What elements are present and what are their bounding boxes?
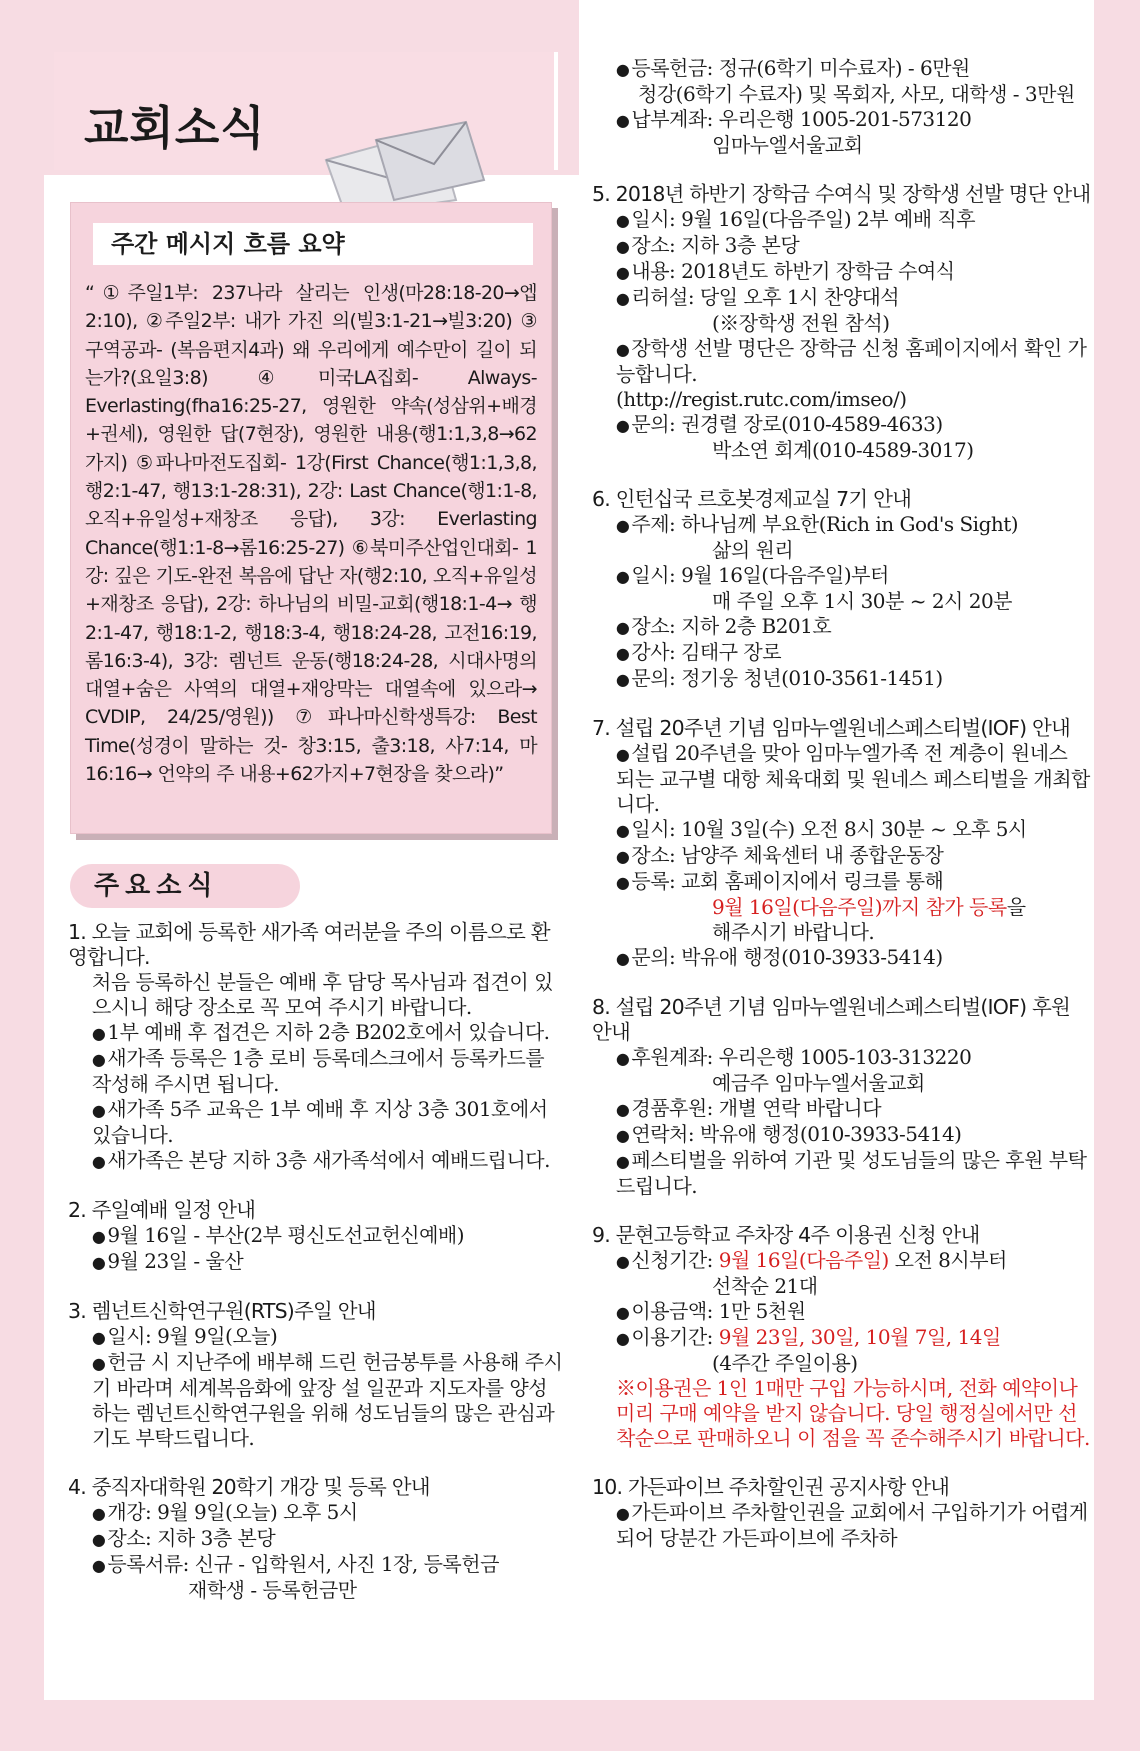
news-item-4-continued <box>592 56 1092 158</box>
news-title: 4. 중직자대학원 20학기 개강 및 등록 안내 <box>68 1475 430 1499</box>
bullet: ● 일시: 9월 9일(오늘) <box>68 1324 563 1350</box>
bullet-continuation: 예금주 임마누엘서울교회 <box>712 1071 925 1095</box>
bullet: ● 강사: 김태구 장로 <box>592 640 1092 666</box>
right-column <box>592 56 1092 1575</box>
text-head: 신청기간: <box>631 1248 719 1272</box>
news-title: 8. 설립 20주년 기념 임마누엘원네스페스티벌(IOF) 후원 안내 <box>592 995 1071 1044</box>
bullet: ● 장학생 선발 명단은 장학금 신청 홈페이지에서 확인 가능합니다. <box>592 336 1092 387</box>
text-tail: 을 <box>1006 895 1026 919</box>
bullet-continuation: 박소연 회계(010-4589-3017) <box>712 438 974 462</box>
news-title: 3. 렘넌트신학연구원(RTS)주일 안내 <box>68 1299 376 1323</box>
bullet: ● 일시: 9월 16일(다음주일)부터 <box>592 563 1092 589</box>
page-title: 교회소식 <box>84 101 266 155</box>
bullet-continuation: 재학생 - 등록헌금만 <box>188 1578 357 1602</box>
bullet-continuation: (4주간 주일이용) <box>712 1351 858 1375</box>
highlight-text: 9월 23일, 30일, 10월 7일, 14일 <box>718 1325 1001 1349</box>
bullet: ● 새가족 등록은 1층 로비 등록데스크에서 등록카드를 작성해 주시면 됩니다. <box>68 1046 563 1097</box>
bullet: ● 페스티벌을 위하여 기관 및 성도님들의 많은 후원 부탁드립니다. <box>592 1148 1092 1199</box>
bullet: ● 등록: 교회 홈페이지에서 링크를 통해 <box>592 869 1092 895</box>
summary-text: “①주일1부: 237나라 살리는 인생(마28:18-20→엡2:10), ②주일2부: 내가 가진 의(빌3:1-21→빌3:20) ③구역공과- (복음편지4과) 왜 우리에게 예수만이 길이 되는가?(요일3:8) ④미국LA집회- Always-Everlasting(fha16:25-27, 영원한 약속(성삼위+배경+권세), 영원한 답(7현장), 영원한 내용(행1:1,3,8→62가지) ⑤파나마전도집회- 1강(First Chance(행1:1,3,8, 행2:1-47, 행13:1-28:31), 2강: Last Chance(행1:1-8, 오직+유일성+재창조 응답), 3강: Everlasting Chance(행1:1-8→롬16:25-27) ⑥북미주산업인대회- 1강: 깊은 기도-완전 복음에 답난 자(행2:10, 오직+유일성+재창조 응답), 2강: 하나님의 비밀-교회(행18:1-4→ 행2:1-47, 행18:1-2, 행18:3-4, 행18:24-28, 고전16:19, 롬16:3-4), 3강: 렘넌트 운동(행18:24-28, 시대사명의 대열+숨은 사역의 대열+재앙막는 대열속에 있으라→ CVDIP, 24/25/영원)) ⑦파나마신학생특강: Best Time(성경이 말하는 것- 창3:15, 출3:18, 사7:14, 마16:16→ 언약의 주 내용+62가지+7현장을 찾으라)” <box>85 282 537 786</box>
bullet: ● 9월 23일 - 울산 <box>68 1249 563 1275</box>
news-item-9 <box>592 1223 1092 1451</box>
bullet: ● 문의: 권경렬 장로(010-4589-4633) <box>592 412 1092 438</box>
left-column <box>68 920 563 1627</box>
text-head: 이용기간: <box>631 1325 719 1349</box>
page <box>44 0 1094 1700</box>
bullet: ● 장소: 지하 3층 본당 <box>592 233 1092 259</box>
news-title: 1. 오늘 교회에 등록한 새가족 여러분을 주의 이름으로 환영합니다. <box>68 920 550 969</box>
bullet: ● 1부 예배 후 접견은 지하 2층 B202호에서 있습니다. <box>68 1020 563 1046</box>
bullet-continuation: 삶의 원리 <box>712 538 794 562</box>
bullet: ● 장소: 지하 3층 본당 <box>68 1526 563 1552</box>
highlight-text: 9월 16일(다음주일)까지 참가 등록 <box>712 895 1007 919</box>
news-item-5 <box>592 182 1092 463</box>
bullet: ● 장소: 지하 2층 B201호 <box>592 614 1092 640</box>
news-item-2 <box>68 1198 563 1275</box>
bullet: ● 내용: 2018년도 하반기 장학금 수여식 <box>592 259 1092 285</box>
bullet: ● 개강: 9월 9일(오늘) 오후 5시 <box>68 1500 563 1526</box>
news-title: 2. 주일예배 일정 안내 <box>68 1198 256 1222</box>
news-title: 6. 인턴십국 르호봇경제교실 7기 안내 <box>592 487 912 511</box>
bullet-continuation: 임마누엘서울교회 <box>712 133 863 157</box>
summary-heading: 주간 메시지 흐름 요약 <box>93 223 533 265</box>
bullet: ● 일시: 10월 3일(수) 오전 8시 30분 ~ 오후 5시 <box>592 817 1092 843</box>
bullet: ● 9월 16일 - 부산(2부 평신도선교헌신예배) <box>68 1223 563 1249</box>
bullet-continuation: 해주시기 바랍니다. <box>712 920 875 944</box>
highlight-text: 9월 16일(다음주일) <box>718 1248 889 1272</box>
bullet: ● 일시: 9월 16일(다음주일) 2부 예배 직후 <box>592 207 1092 233</box>
bullet: ● 설립 20주년을 맞아 임마누엘가족 전 계층이 원네스 되는 교구별 대항 체육대회 및 원네스 페스티벌을 개최합니다. <box>592 741 1092 817</box>
bullet <box>592 1248 1092 1274</box>
news-item-7 <box>592 716 1092 971</box>
news-item-3 <box>68 1299 563 1451</box>
bullet: ● 문의: 박유애 행정(010-3933-5414) <box>592 945 1092 971</box>
title-band <box>44 0 579 175</box>
news-title: 7. 설립 20주년 기념 임마누엘원네스페스티벌(IOF) 안내 <box>592 716 1071 740</box>
bullet: ● 주제: 하나님께 부요한(Rich in God's Sight) <box>592 512 1092 538</box>
text-tail: 오전 8시부터 <box>888 1248 1007 1272</box>
news-heading: 주요소식 <box>70 864 300 908</box>
bullet-continuation: (※장학생 전원 참석) <box>712 311 890 335</box>
bullet: ● 문의: 정기웅 청년(010-3561-1451) <box>592 666 1092 692</box>
news-item-8 <box>592 995 1092 1199</box>
bullet-continuation <box>592 895 1092 920</box>
news-item-1 <box>68 920 563 1174</box>
bullet-continuation: 선착순 21대 <box>712 1274 818 1298</box>
news-title: 10. 가든파이브 주차할인권 공지사항 안내 <box>592 1475 950 1499</box>
bullet: ● 새가족은 본당 지하 3층 새가족석에서 예배드립니다. <box>68 1148 563 1174</box>
bullet <box>592 1325 1092 1351</box>
news-title: 9. 문현고등학교 주차장 4주 이용권 신청 안내 <box>592 1223 980 1247</box>
bullet-continuation: 청강(6학기 수료자) 및 목회자, 사모, 대학생 - 3만원 <box>638 82 1075 106</box>
news-paragraph: 처음 등록하신 분들은 예배 후 담당 목사님과 접견이 있으시니 해당 장소로 꼭 모여 주시기 바랍니다. <box>92 970 553 1019</box>
bullet: ● 등록서류: 신규 - 입학원서, 사진 1장, 등록헌금 <box>68 1552 563 1578</box>
news-item-4 <box>68 1475 563 1603</box>
news-title: 5. 2018년 하반기 장학금 수여식 및 장학생 선발 명단 안내 <box>592 182 1091 206</box>
bullet: ● 후원계좌: 우리은행 1005-103-313220 <box>592 1045 1092 1071</box>
bullet: ● 이용금액: 1만 5천원 <box>592 1299 1092 1325</box>
bullet: ● 장소: 남양주 체육센터 내 종합운동장 <box>592 843 1092 869</box>
bullet: ● 가든파이브 주차할인권을 교회에서 구입하기가 어렵게 되어 당분간 가든파이브에 주차하 <box>592 1500 1092 1551</box>
summary-box <box>70 202 552 834</box>
notice-text: ※이용권은 1인 1매만 구입 가능하시며, 전화 예약이나 미리 구매 예약을 받지 않습니다. 당일 행정실에서만 선착순으로 판매하오니 이 점을 꼭 준수해주시기 바랍니다. <box>616 1376 1090 1450</box>
bullet-continuation: 매 주일 오후 1시 30분 ~ 2시 20분 <box>712 589 1012 613</box>
bullet: ● 등록헌금: 정규(6학기 미수료자) - 6만원 <box>592 56 1092 82</box>
bullet: ● 헌금 시 지난주에 배부해 드린 헌금봉투를 사용해 주시기 바라며 세계복음화에 앞장 설 일꾼과 지도자를 양성하는 렘넌트신학연구원을 위해 성도님들의 많은 관심과 기도 부탁드립니다. <box>68 1350 563 1451</box>
title-box <box>54 52 558 170</box>
news-item-10 <box>592 1475 1092 1551</box>
bullet: ● 리허설: 당일 오후 1시 찬양대석 <box>592 285 1092 311</box>
bullet: ● 새가족 5주 교육은 1부 예배 후 지상 3층 301호에서 있습니다. <box>68 1097 563 1148</box>
news-item-6 <box>592 487 1092 692</box>
bullet: ● 납부계좌: 우리은행 1005-201-573120 <box>592 107 1092 133</box>
bullet: ● 연락처: 박유애 행정(010-3933-5414) <box>592 1122 1092 1148</box>
url-text: (http://regist.rutc.com/imseo/) <box>616 387 907 411</box>
bullet: ● 경품후원: 개별 연락 바랍니다 <box>592 1096 1092 1122</box>
